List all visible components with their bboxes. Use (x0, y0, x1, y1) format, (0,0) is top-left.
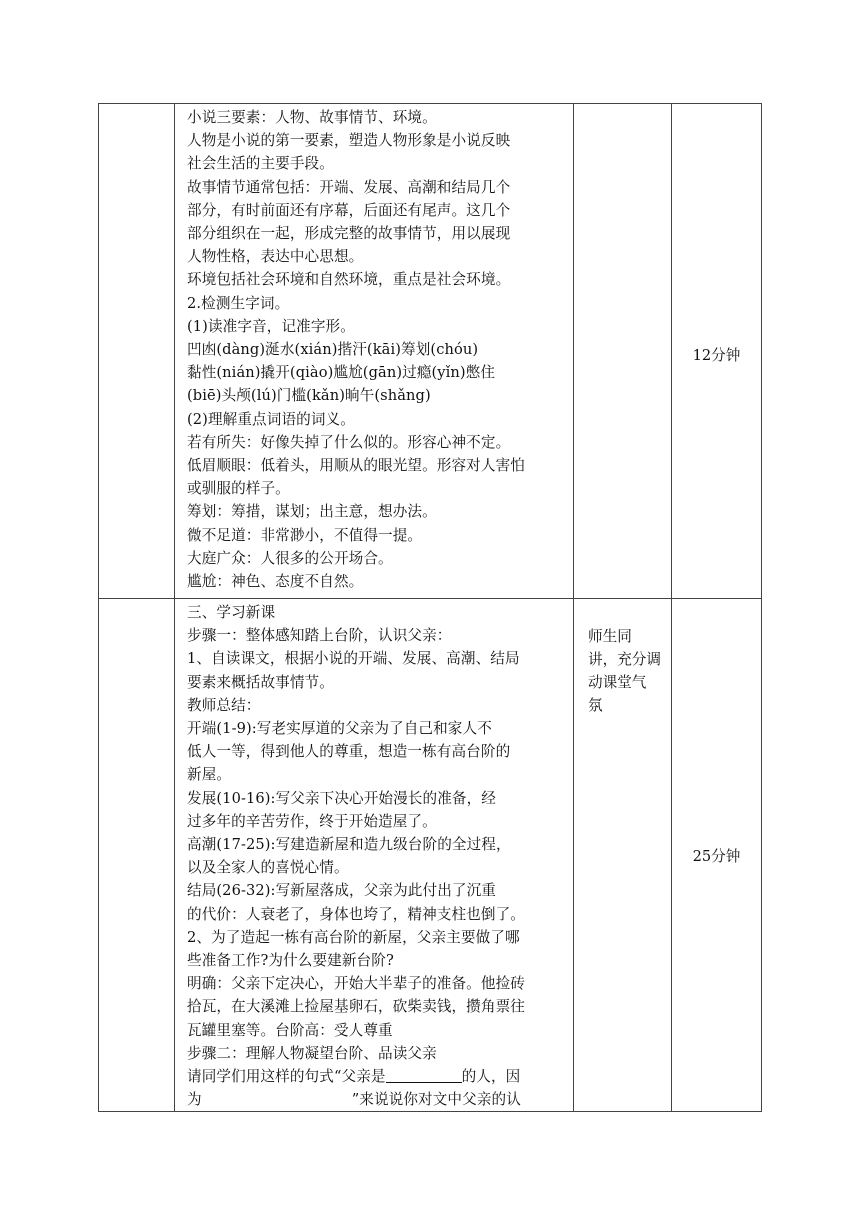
table-row (99, 599, 762, 1112)
method-cell (574, 104, 672, 599)
row1-content (175, 104, 573, 593)
empty-cell (99, 104, 175, 599)
text-line: 步骤二：理解人物凝望台阶、品读父亲 (187, 1044, 437, 1062)
text-line: 三、学习新课 (187, 604, 276, 621)
lesson-plan-table (98, 103, 762, 1112)
text-line: 氛 (588, 697, 603, 714)
text-line: 环境包括社会环境和自然环境，重点是社会环境。 (187, 271, 511, 289)
text-line: 故事情节通常包括：开端、发展、高潮和结局几个 (187, 178, 511, 196)
text-line: 拾瓦，在大溪滩上捡屋基卵石，砍柴卖钱，攒角票往 (187, 998, 525, 1016)
prompt-text-b: 的人，因 (461, 1068, 521, 1086)
text-line: 或驯服的样子。 (187, 480, 290, 498)
text-line: 人物性格，表达中心思想。 (187, 248, 364, 266)
text-line: 些准备工作?为什么要建新台阶? (187, 952, 394, 970)
text-line: 低人一等，得到他人的尊重，想造一栋有高台阶的 (187, 743, 511, 761)
content-cell (175, 599, 574, 1112)
text-line: 师生同 (588, 628, 632, 645)
fill-blank (386, 1068, 462, 1083)
text-line: 尴尬：神色、态度不自然。 (187, 573, 364, 591)
prompt-line (187, 1065, 569, 1088)
text-line: 大庭广众：人很多的公开场合。 (187, 549, 393, 567)
text-line: 社会生活的主要手段。 (187, 155, 334, 173)
prompt-text-d: ”来说说你对文中父亲的认 (351, 1091, 521, 1109)
content-cell (175, 104, 574, 599)
row2-lines (187, 601, 569, 1065)
text-line: 1、自读课文，根据小说的开端、发展、高潮、结局 (187, 650, 520, 668)
text-line: 步骤一：整体感知踏上台阶，认识父亲： (187, 627, 452, 645)
text-line: (2)理解重点词语的词义。 (187, 410, 355, 428)
text-line: 部分组织在一起，形成完整的故事情节，用以展现 (187, 225, 511, 243)
text-line: 高潮(17-25):写建造新屋和造九级台阶的全过程， (187, 836, 511, 854)
text-line: 筹划：筹措，谋划；出主意，想办法。 (187, 503, 437, 521)
time-cell (672, 104, 762, 599)
text-line: 发展(10-16):写父亲下决心开始漫长的准备，经 (187, 789, 496, 807)
text-line: 2.检测生字词。 (187, 294, 290, 312)
time-label: 12分钟 (692, 347, 741, 364)
text-line: 低眉顺眼：低着头，用顺从的眼光望。形容对人害怕 (187, 457, 525, 475)
text-line: 明确：父亲下定决心，开始大半辈子的准备。他捡砖 (187, 975, 525, 993)
text-line: 若有所失：好像失掉了什么似的。形容心神不定。 (187, 433, 511, 451)
text-line: 的代价：人衰老了，身体也垮了，精神支柱也倒了。 (187, 905, 525, 923)
time-cell (672, 599, 762, 1112)
text-line: 新屋。 (187, 766, 232, 784)
text-line: 2、为了造起一栋有高台阶的新屋，父亲主要做了哪 (187, 928, 520, 946)
time-label: 25分钟 (692, 847, 741, 865)
prompt-text-a: 请同学们用这样的句式“父亲是 (187, 1068, 386, 1086)
text-line: 黏性(nián)撬开(qiào)尴尬(gān)过瘾(yǐn)憋住 (187, 364, 496, 382)
text-line: 结局(26-32):写新屋落成，父亲为此付出了沉重 (187, 882, 496, 900)
text-line: 部分，有时前面还有序幕，后面还有尾声。这几个 (187, 201, 511, 219)
method-cell (574, 599, 672, 1112)
text-line: 过多年的辛苦劳作，终于开始造屋了。 (187, 812, 437, 830)
text-line: 动课堂气 (588, 674, 647, 691)
text-line: 教师总结： (187, 696, 261, 714)
table-row (99, 104, 762, 599)
text-line: 微不足道：非常渺小，不值得一提。 (187, 526, 423, 544)
text-line: 开端(1-9):写老实厚道的父亲为了自己和家人不 (187, 720, 492, 738)
text-line: 凹凼(dàng)涎水(xián)揩汗(kāi)筹划(chóu) (187, 341, 479, 359)
row2-content (175, 599, 573, 1111)
text-line: 瓦罐里塞等。台阶高：受人尊重 (187, 1021, 393, 1039)
text-line: 以及全家人的喜悦心情。 (187, 859, 349, 877)
prompt-line (187, 1088, 569, 1111)
text-line: (biē)头颅(lú)门槛(kǎn)晌午(shǎng) (187, 387, 431, 405)
text-line: 讲，充分调 (588, 651, 661, 668)
fill-blank (202, 1092, 352, 1106)
text-line: 要素来概括故事情节。 (187, 673, 334, 691)
text-line: (1)读准字音，记准字形。 (187, 317, 355, 335)
prompt-text-c: 为 (187, 1091, 202, 1109)
empty-cell (99, 599, 175, 1112)
text-line: 小说三要素：人物、故事情节、环境。 (187, 109, 437, 126)
method-text (574, 599, 671, 717)
text-line: 人物是小说的第一要素，塑造人物形象是小说反映 (187, 132, 511, 150)
